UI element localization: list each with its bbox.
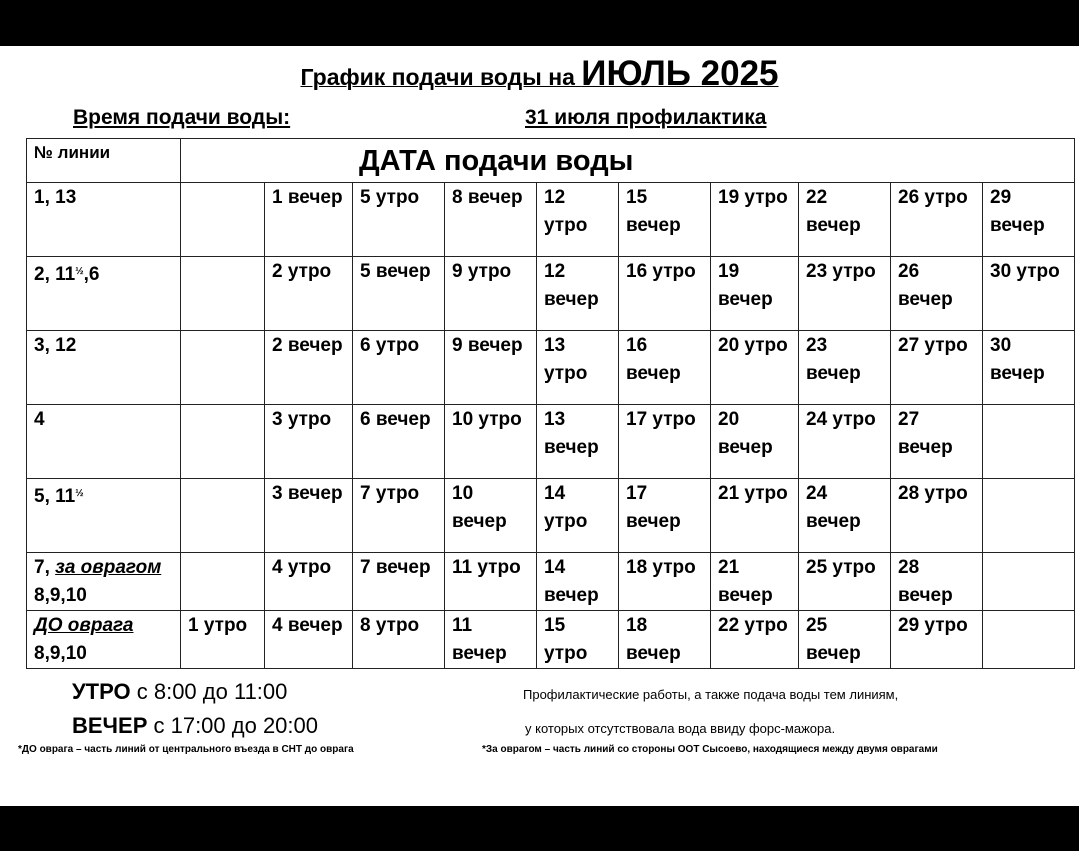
line-number-cell <box>27 331 181 405</box>
schedule-cell: 13 утро <box>537 331 619 405</box>
schedule-cell: 17 вечер <box>619 479 711 553</box>
line-number-suffix: за оврагом <box>55 557 162 578</box>
schedule-cell: 10 утро <box>445 405 537 479</box>
table-row <box>27 183 1075 257</box>
evening-time: с 17:00 до 20:00 <box>147 713 319 738</box>
morning-legend <box>72 679 287 705</box>
schedule-cell: 11 утро <box>445 553 537 611</box>
schedule-cell: 23 вечер <box>799 331 891 405</box>
schedule-table <box>26 138 1075 669</box>
schedule-cell: 29 утро <box>891 611 983 669</box>
schedule-cell: 15 вечер <box>619 183 711 257</box>
schedule-cell: 4 утро <box>265 553 353 611</box>
schedule-cell: 28 утро <box>891 479 983 553</box>
schedule-cell: 18 вечер <box>619 611 711 669</box>
schedule-cell: 27 вечер <box>891 405 983 479</box>
schedule-cell: 19 утро <box>711 183 799 257</box>
schedule-cell: 1 утро <box>181 611 265 669</box>
line-number-text: 4 <box>34 409 45 430</box>
schedule-cell <box>181 553 265 611</box>
table-row <box>27 553 1075 611</box>
schedule-cell: 10 вечер <box>445 479 537 553</box>
title-prefix: График подачи воды на <box>300 64 582 90</box>
line-number-extra: 8,9,10 <box>34 585 87 606</box>
schedule-cell: 5 вечер <box>353 257 445 331</box>
schedule-cell: 26 утро <box>891 183 983 257</box>
line-number-header: № линии <box>27 139 181 183</box>
schedule-cell: 7 вечер <box>353 553 445 611</box>
schedule-cell: 2 утро <box>265 257 353 331</box>
table-row <box>27 611 1075 669</box>
schedule-cell: 30 утро <box>983 257 1075 331</box>
schedule-cell: 29 вечер <box>983 183 1075 257</box>
maintenance-note-line2: у которых отсутствовала вода ввиду форс-мажора. <box>525 721 836 736</box>
schedule-cell: 24 утро <box>799 405 891 479</box>
schedule-cell <box>983 405 1075 479</box>
schedule-cell: 12 вечер <box>537 257 619 331</box>
morning-label: УТРО <box>72 679 131 704</box>
schedule-cell: 30 вечер <box>983 331 1075 405</box>
schedule-cell: 25 утро <box>799 553 891 611</box>
schedule-cell: 28 вечер <box>891 553 983 611</box>
schedule-cell: 18 утро <box>619 553 711 611</box>
schedule-cell: 20 утро <box>711 331 799 405</box>
schedule-cell: 12 утро <box>537 183 619 257</box>
schedule-cell: 16 утро <box>619 257 711 331</box>
line-number-text: 3, 12 <box>34 335 77 356</box>
schedule-cell: 3 вечер <box>265 479 353 553</box>
schedule-cell: 7 утро <box>353 479 445 553</box>
table-header-row <box>27 139 1075 183</box>
line-number-cell <box>27 257 181 331</box>
table-row <box>27 405 1075 479</box>
schedule-cell <box>181 183 265 257</box>
maintenance-note-line1: Профилактические работы, а также подача воды тем линиям, <box>523 687 899 702</box>
line-number-cell <box>27 611 181 669</box>
line-number-extra: 8,9,10 <box>34 643 87 664</box>
table-row <box>27 331 1075 405</box>
half-mark: ½ <box>75 488 84 499</box>
schedule-cell: 22 вечер <box>799 183 891 257</box>
schedule-cell: 8 утро <box>353 611 445 669</box>
schedule-cell <box>181 331 265 405</box>
evening-legend <box>72 713 318 739</box>
maintenance-note-heading: 31 июля профилактика <box>525 106 767 129</box>
line-number-cell <box>27 479 181 553</box>
schedule-cell <box>181 405 265 479</box>
schedule-cell: 4 вечер <box>265 611 353 669</box>
schedule-cell: 5 утро <box>353 183 445 257</box>
line-number-cell <box>27 553 181 611</box>
table-row <box>27 257 1075 331</box>
schedule-cell: 22 утро <box>711 611 799 669</box>
title-month: ИЮЛЬ 2025 <box>581 54 779 93</box>
schedule-cell: 16 вечер <box>619 331 711 405</box>
footnote-za-ovragom: *За оврагом – часть линий со стороны ООТ Сысоево, находящиеся между двумя оврагами <box>482 744 938 755</box>
line-number-text: 1, 13 <box>34 187 77 208</box>
schedule-cell: 3 утро <box>265 405 353 479</box>
schedule-cell: 15 утро <box>537 611 619 669</box>
schedule-cell: 13 вечер <box>537 405 619 479</box>
schedule-cell <box>983 479 1075 553</box>
morning-time: с 8:00 до 11:00 <box>130 679 288 704</box>
schedule-cell: 11 вечер <box>445 611 537 669</box>
evening-label: ВЕЧЕР <box>72 713 148 738</box>
schedule-cell: 9 утро <box>445 257 537 331</box>
line-number-cell <box>27 405 181 479</box>
date-header: ДАТА подачи воды <box>181 139 1075 183</box>
line-number-suffix: ДО оврага <box>34 615 134 636</box>
schedule-page <box>0 46 1079 806</box>
schedule-cell <box>983 553 1075 611</box>
schedule-cell: 20 вечер <box>711 405 799 479</box>
schedule-cell: 14 вечер <box>537 553 619 611</box>
schedule-cell: 1 вечер <box>265 183 353 257</box>
line-number-cell <box>27 183 181 257</box>
schedule-cell <box>181 479 265 553</box>
schedule-cell: 2 вечер <box>265 331 353 405</box>
schedule-cell: 6 вечер <box>353 405 445 479</box>
page-title <box>0 54 1079 94</box>
schedule-cell: 9 вечер <box>445 331 537 405</box>
half-mark: ½ <box>75 266 84 277</box>
schedule-cell: 21 утро <box>711 479 799 553</box>
schedule-cell: 14 утро <box>537 479 619 553</box>
line-number-text: 7, <box>34 557 56 578</box>
table-row <box>27 479 1075 553</box>
schedule-cell <box>983 611 1075 669</box>
footnote-do-ovraga: *ДО оврага – часть линий от центрального въезда в СНТ до оврага <box>18 744 354 755</box>
schedule-cell: 8 вечер <box>445 183 537 257</box>
schedule-cell <box>181 257 265 331</box>
schedule-cell: 25 вечер <box>799 611 891 669</box>
schedule-cell: 24 вечер <box>799 479 891 553</box>
line-number-text: 2, 11 <box>34 264 76 285</box>
schedule-cell: 17 утро <box>619 405 711 479</box>
schedule-cell: 21 вечер <box>711 553 799 611</box>
schedule-cell: 23 утро <box>799 257 891 331</box>
supply-time-heading: Время подачи воды: <box>73 106 291 129</box>
schedule-cell: 6 утро <box>353 331 445 405</box>
schedule-cell: 19 вечер <box>711 257 799 331</box>
line-number-text: 5, 11 <box>34 486 76 507</box>
schedule-cell: 27 утро <box>891 331 983 405</box>
schedule-cell: 26 вечер <box>891 257 983 331</box>
line-number-suffix: ,6 <box>83 264 100 285</box>
